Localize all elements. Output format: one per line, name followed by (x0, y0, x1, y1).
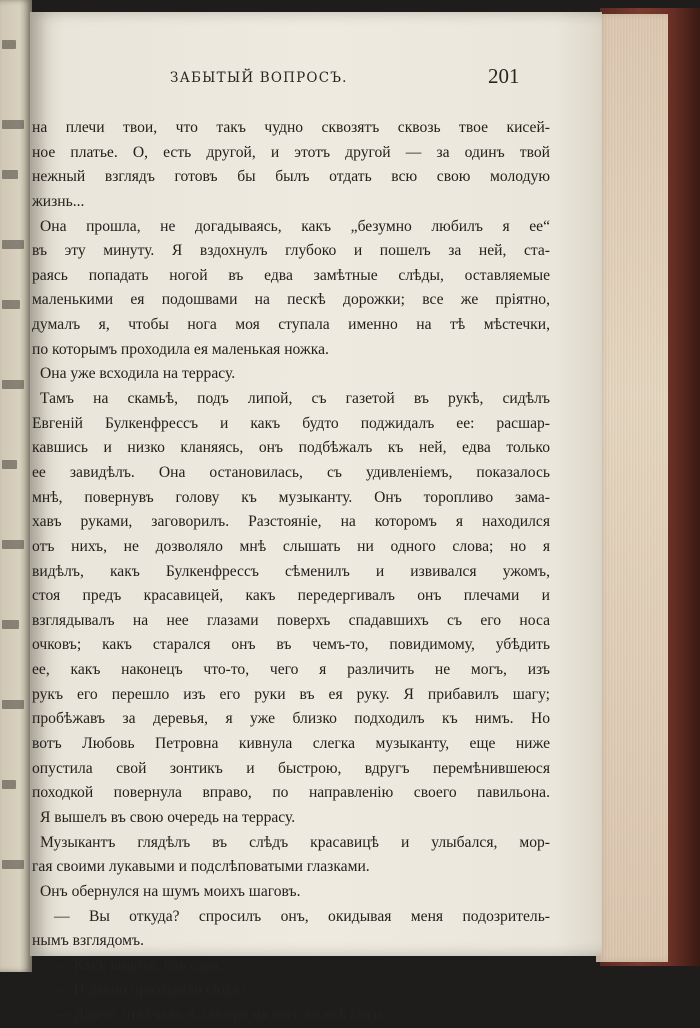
text-line: думалъ я, чтобы нога моя ступала именно на тѣ мѣстечки, (32, 316, 550, 334)
text-line: хавъ руками, заговорилъ. Разстояніе, на которомъ я находился (32, 513, 550, 531)
facing-page-text-fragment (2, 40, 16, 49)
facing-page-text-fragment (2, 240, 24, 249)
text-line: вотъ Любовь Петровна кивнула слегка музыканту, еще ниже (32, 735, 550, 753)
text-line: Тамъ на скамьѣ, подъ липой, съ газетой въ рукѣ, сидѣлъ (40, 390, 550, 408)
text-line: видѣлъ, какъ Булкенфрессъ сѣменилъ и извивался ужомъ, (32, 562, 550, 580)
text-line: по которымъ проходила ея маленькая ножка. (32, 340, 329, 358)
text-line: мнѣ, повернувъ голову къ музыканту. Онъ торопливо зама- (32, 488, 550, 506)
text-line: — Вы откуда? спросилъ онъ, окидывая меня подозритель- (54, 907, 550, 925)
text-line: пробѣжавъ за деревья, я уже близко подходилъ къ нимъ. Но (32, 710, 550, 728)
text-line: рукъ его перешло изъ его руки въ ея руку. Я прибавилъ шагу; (32, 685, 550, 703)
facing-page-text-fragment (2, 380, 24, 389)
text-line: очковъ; какъ старался онъ въ чемъ-то, повидимому, убѣдить (32, 636, 550, 654)
text-line: — Давно, отвѣчалъ я, смотря на него во всѣ глаза. (54, 1006, 388, 1024)
text-line: — И давно приходили сюда? (54, 981, 246, 999)
facing-page-text-fragment (2, 540, 24, 549)
page-block-edge (596, 14, 668, 962)
text-line: Онъ обернулся на шумъ моихъ шаговъ. (40, 882, 301, 900)
facing-page (0, 0, 32, 972)
book-page (30, 12, 602, 1024)
text-line: ее завидѣлъ. Она остановилась, съ удивленіемъ, показалось (32, 463, 550, 481)
page-number: 201 (488, 64, 520, 88)
text-line: взглядывалъ на нее глазами поверхъ спадавшихъ съ его носа (32, 611, 550, 629)
text-line: опустила свой зонтикъ и быстрою, вдругъ перемѣнившеюся (32, 759, 550, 777)
facing-page-text-fragment (2, 620, 19, 629)
text-line: раясь попадать ногой въ едва замѣтные слѣды, оставляемые (32, 266, 550, 284)
text-line: ное платье. О, есть другой, и этотъ другой — за одинъ твой (32, 143, 550, 161)
text-line: отъ нихъ, не дозволяло мнѣ слышать ни одного слова; но я (32, 537, 550, 555)
text-line: гая своими лукавыми и подслѣповатыми глазками. (32, 858, 370, 876)
text-line: Евгеній Булкенфрессъ и какъ будто поджидалъ ее: расшар- (32, 414, 550, 432)
facing-page-text-fragment (2, 460, 17, 469)
text-line: походкой повернула вправо, по направленію своего павильона. (32, 784, 550, 802)
facing-page-text-fragment (2, 860, 24, 869)
text-line: Она прошла, не догадываясь, какъ „безумно любилъ я ее“ (40, 217, 550, 235)
text-line: жизнь... (32, 192, 85, 210)
facing-page-text-fragment (2, 700, 24, 709)
text-line: въ эту минуту. Я вздохнулъ глубоко и пошелъ за ней, ста- (32, 242, 550, 260)
text-line: маленькими ея подошвами на пескѣ дорожки; все же пріятно, (32, 291, 550, 309)
text-line: стоя предъ красавицей, какъ передергивалъ онъ плечами и (32, 587, 550, 605)
running-head: ЗАБЫТЫЙ ВОПРОСЪ. (170, 70, 348, 86)
text-line: кавшись и низко кланяясь, онъ подбѣжалъ къ ней, едва только (32, 439, 550, 457)
text-line: Она уже всходила на террасу. (40, 365, 236, 383)
text-line: Я вышелъ въ свою очередь на террасу. (40, 808, 296, 826)
facing-page-text-fragment (2, 780, 16, 789)
text-line: нежный взглядъ готовъ бы былъ отдать всю свою молодую (32, 168, 550, 186)
text-line: на плечи твои, что такъ чудно сквозятъ сквозь твое кисей- (32, 119, 550, 136)
text-line: ее, какъ наконецъ что-то, чего я различить не могъ, изъ (32, 661, 550, 679)
facing-page-text-fragment (2, 120, 24, 129)
text-line: — Какъ видите, изъ сада. (54, 956, 223, 974)
facing-page-text-fragment (2, 170, 18, 179)
facing-page-text-fragment (2, 300, 20, 309)
page-body-text (32, 116, 550, 1028)
text-line: Музыкантъ глядѣлъ въ слѣдъ красавицѣ и улыбался, мор- (40, 833, 550, 851)
text-line: нымъ взглядомъ. (32, 932, 144, 950)
